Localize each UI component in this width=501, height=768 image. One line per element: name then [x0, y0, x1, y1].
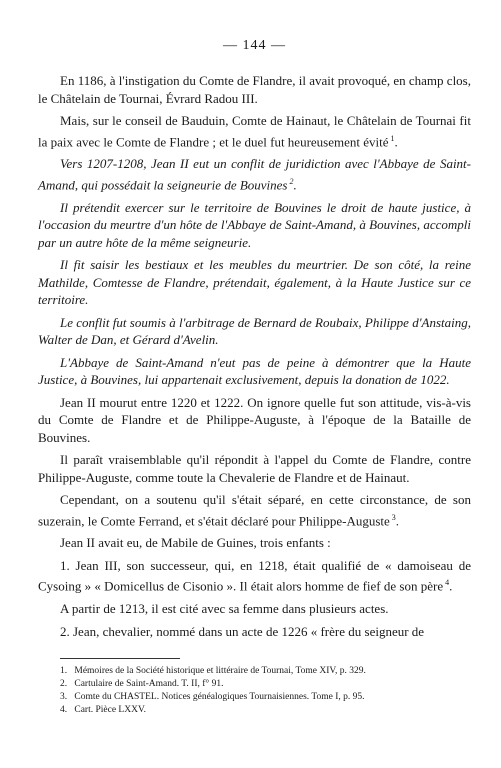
footnote-ref: 4 — [443, 578, 450, 588]
page-number: — 144 — — [223, 38, 286, 53]
paragraph — [38, 451, 471, 486]
footnote-number: 4. — [60, 705, 68, 716]
paragraph: 1. Jean III, son successeur, qui, en 1218, était qualifié de « damoiseau de Cysoing » « Domicellus de Cisonio ». Il était alors homme de fief de son père $^4$. — [38, 557, 471, 594]
footnote — [60, 665, 471, 677]
footnote-text: Cartulaire de Saint-Amand. T. II, f° 91. — [72, 679, 224, 690]
paragraph-text: 2. Jean, chevalier, nommé dans un acte de 1226 « frère du seigneur de — [60, 623, 425, 639]
paragraph — [38, 600, 471, 618]
paragraph-text: L'Abbaye de Saint-Amand n'eut pas de peine à démontrer que la Haute Justice, à Bouvines, lui appartenait exclusivement, depuis la donation de 1022. — [38, 354, 471, 388]
footnote-text: Mémoires de la Société historique et littéraire de Tournai, Tome XIV, p. 329. — [72, 666, 366, 677]
footnote-text: Cart. Pièce LXXV. — [72, 705, 146, 716]
paragraph-text: Il fit saisir les bestiaux et les meubles du meurtrier. De son côté, la reine Mathilde, Comtesse de Flandre, prétendait, également, à la Haute Justice sur ce territoire. — [38, 257, 471, 308]
footnote-number: 1. — [60, 666, 68, 677]
footnote-ref: 1 — [388, 133, 395, 143]
paragraph-text: Jean II avait eu, de Mabile de Guines, trois enfants : — [60, 535, 331, 551]
paragraph — [38, 314, 471, 349]
footnote-ref: 3 — [389, 512, 396, 522]
footnote — [60, 691, 471, 703]
paragraph: Mais, sur le conseil de Bauduin, Comte de Hainaut, le Châtelain de Tournai fit la paix avec le Comte de Flandre ; et le duel fut heureusement évité $^1$. — [38, 113, 471, 149]
footnote — [60, 678, 471, 690]
footnote — [60, 704, 471, 716]
footnote-rule — [60, 658, 180, 659]
paragraph: Cependant, on a soutenu qu'il s'était séparé, en cette circonstance, de son suzerain, le Comte Ferrand, et s'était déclaré pour Philippe-Auguste $^3$. — [38, 492, 471, 528]
paragraph: Vers 1207-1208, Jean II eut un conflit de juridiction avec l'Abbaye de Saint-Amand, qui possédait la seigneurie de Bouvines $^2$. — [38, 156, 471, 193]
footnote-ref: 2 — [287, 176, 294, 186]
paragraph-text: Il prétendit exercer sur le territoire de Bouvines le droit de haute justice, à l'occasion du meurtre d'un hôte de l'Abbaye de Saint-Amand, à Bouvines, accompli par un autre hôte de la même seigneurie. — [38, 199, 471, 250]
paragraph — [38, 256, 471, 309]
paragraph-text: Cependant, on a soutenu qu'il s'était séparé, en cette circonstance, de son suzerain, le Comte Ferrand, et s'était déclaré pour Philippe-Auguste — [38, 492, 471, 528]
footnote-number: 3. — [60, 692, 68, 703]
paragraph-text: Jean II mourut entre 1220 et 1222. On ignore quelle fut son attitude, vis-à-vis du Comte de Flandre et de Philippe-Auguste, à l'époque de la Bataille de Bouvines. — [38, 394, 471, 445]
paragraph — [38, 72, 471, 107]
paragraph-text: A partir de 1213, il est cité avec sa femme dans plusieurs actes. — [60, 601, 389, 617]
paragraph — [38, 354, 471, 389]
paragraph-text: 1. Jean III, son successeur, qui, en 1218, était qualifié de « damoiseau de Cysoing » « Domicellus de Cisonio ». Il était alors homme de fief de son père — [38, 557, 471, 594]
paragraph — [38, 623, 471, 641]
paragraph-text: Mais, sur le conseil de Bauduin, Comte de Hainaut, le Châtelain de Tournai fit la paix avec le Comte de Flandre ; et le duel fut heureusement évité — [38, 113, 471, 149]
footnote-text: Comte du CHASTEL. Notices généalogiques Tournaisiennes. Tome I, p. 95. — [72, 692, 365, 703]
paragraph — [38, 199, 471, 252]
paragraph-text: Vers 1207-1208, Jean II eut un conflit de juridiction avec l'Abbaye de Saint-Amand, qui possédait la seigneurie de Bouvines — [38, 156, 471, 193]
paragraph-text: En 1186, à l'instigation du Comte de Flandre, il avait provoqué, en champ clos, le Châtelain de Tournai, Évrard Radou III. — [38, 73, 471, 106]
paragraph — [38, 534, 471, 552]
footnote-number: 2. — [60, 679, 68, 690]
paragraph-text: Le conflit fut soumis à l'arbitrage de Bernard de Roubaix, Philippe d'Anstaing, Walter de Dan, et Gérard d'Avelin. — [38, 314, 471, 348]
body-text — [38, 72, 471, 640]
footnotes — [38, 665, 471, 716]
paragraph-text: Il paraît vraisemblable qu'il répondit à l'appel du Comte de Flandre, contre Philippe-Auguste, comme toute la Chevalerie de Flandre et de Hainaut. — [38, 452, 471, 485]
paragraph — [38, 394, 471, 447]
